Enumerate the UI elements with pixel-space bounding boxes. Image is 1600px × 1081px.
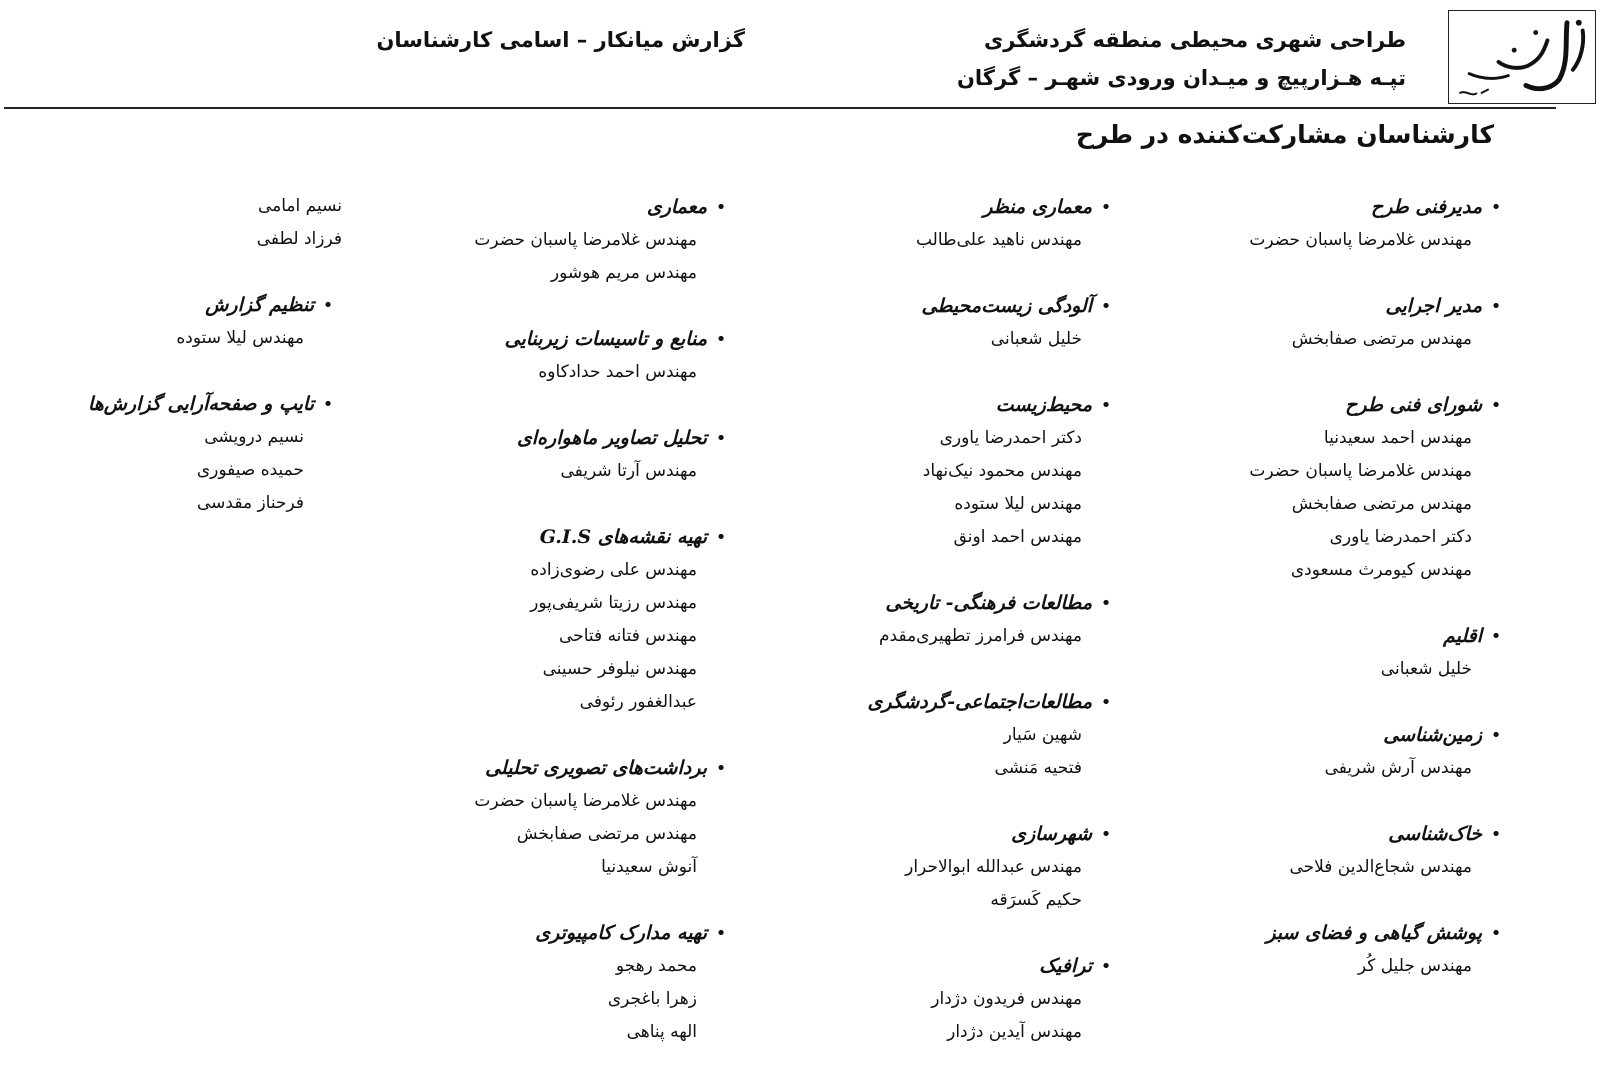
member-name: حکیم کَسرَقه	[990, 890, 1082, 910]
bullet-icon: •	[1100, 592, 1112, 614]
expert-group	[88, 190, 342, 256]
group-heading	[1249, 388, 1510, 422]
group-heading	[1249, 289, 1510, 323]
group-label: مطالعات فرهنگی- تاریخی	[885, 592, 1092, 614]
member-name: مهندس علی رضوی‌زاده	[530, 560, 697, 580]
group-label: اقلیم	[1442, 625, 1482, 647]
expert-group	[867, 685, 1120, 785]
group-label: خاک‌شناسی	[1388, 823, 1482, 845]
member-name: مهندس مریم هوشور	[550, 263, 697, 283]
member-name: مهندس محمود نیک‌نهاد	[922, 461, 1082, 481]
member-name: مهندس عبدالله ابوالاحرار	[905, 857, 1082, 877]
member-name: خلیل شعبانی	[1380, 659, 1472, 679]
member-name: الهه پناهی	[626, 1022, 697, 1042]
member-name: مهندس احمد سعیدنیا	[1323, 428, 1472, 448]
group-label: مدیرفنی طرح	[1370, 196, 1482, 218]
member-list	[474, 356, 735, 389]
bullet-icon: •	[1100, 394, 1112, 416]
member-list	[1249, 653, 1510, 686]
member-list	[474, 224, 735, 290]
bullet-icon: •	[1490, 625, 1502, 647]
member-name: نسیم امامی	[257, 196, 342, 216]
expert-group	[474, 916, 735, 1049]
member-name: دکتر احمدرضا یاوری	[1329, 527, 1472, 547]
group-heading	[867, 289, 1120, 323]
group-heading	[867, 388, 1120, 422]
member-name: مهندس لیلا ستوده	[176, 328, 304, 348]
expert-group	[867, 949, 1120, 1049]
group-label: مطالعات‌اجتماعی-گردشگری	[867, 691, 1092, 713]
project-title-line1: طراحی شهری محیطی منطقه گردشگری	[983, 28, 1406, 52]
member-name: مهندس احمد اونق	[953, 527, 1082, 547]
bullet-icon: •	[715, 922, 727, 944]
member-name: عبدالغفور رئوفی	[579, 692, 697, 712]
member-name: مهندس لیلا ستوده	[954, 494, 1082, 514]
member-name: مهندس احمد حدادکاوه	[538, 362, 697, 382]
header-divider	[4, 107, 1556, 109]
member-list	[867, 323, 1120, 356]
expert-group	[1249, 619, 1510, 686]
bullet-icon: •	[1490, 922, 1502, 944]
expert-group	[867, 586, 1120, 653]
member-name: زهرا باغجری	[607, 989, 697, 1009]
member-list	[1249, 323, 1510, 356]
group-heading	[474, 190, 735, 224]
member-list	[867, 224, 1120, 257]
member-name: مهندس نیلوفر حسینی	[542, 659, 697, 679]
group-heading	[1249, 190, 1510, 224]
member-name: مهندس فریدون دژدار	[931, 989, 1082, 1009]
expert-group	[1249, 388, 1510, 587]
member-list	[1249, 752, 1510, 785]
bullet-icon: •	[1100, 691, 1112, 713]
column-2	[867, 190, 1120, 1081]
expert-group	[474, 421, 735, 488]
group-heading	[88, 387, 342, 421]
logo-mark	[1449, 11, 1595, 103]
member-name: مهندس غلامرضا پاسبان حضرت	[474, 230, 697, 250]
bullet-icon: •	[322, 393, 334, 415]
member-name: فرزاد لطفی	[256, 229, 342, 249]
bullet-icon: •	[1490, 196, 1502, 218]
group-heading	[867, 817, 1120, 851]
member-list	[867, 620, 1120, 653]
bullet-icon: •	[1490, 394, 1502, 416]
member-name: مهندس جلیل کُر	[1357, 956, 1472, 976]
member-name: حمیده صیفوری	[196, 460, 304, 480]
bullet-icon: •	[322, 294, 334, 316]
member-list	[867, 851, 1120, 917]
expert-group	[867, 388, 1120, 554]
member-name: مهندس غلامرضا پاسبان حضرت	[1249, 461, 1472, 481]
group-label: شورای فنی طرح	[1345, 394, 1482, 416]
member-list	[474, 455, 735, 488]
bullet-icon: •	[715, 196, 727, 218]
group-label: زمین‌شناسی	[1383, 724, 1482, 746]
group-label: برداشت‌های تصویری تحلیلی	[485, 757, 707, 779]
member-list	[1249, 851, 1510, 884]
bullet-icon: •	[1490, 295, 1502, 317]
bullet-icon: •	[1490, 724, 1502, 746]
bullet-icon: •	[715, 526, 727, 548]
bullet-icon: •	[1100, 196, 1112, 218]
expert-group	[1249, 817, 1510, 884]
member-name: مهندس مرتضی صفابخش	[1291, 329, 1472, 349]
member-name: مهندس آرش شریفی	[1324, 758, 1472, 778]
member-name: مهندس شجاع‌الدین فلاحی	[1289, 857, 1472, 877]
bullet-icon: •	[1490, 823, 1502, 845]
group-label: محیط‌زیست	[995, 394, 1092, 416]
group-heading	[1249, 916, 1510, 950]
expert-group	[1249, 718, 1510, 785]
member-list	[867, 983, 1120, 1049]
member-list	[474, 554, 735, 719]
report-title: گزارش میانکار – اسامی کارشناسان	[376, 28, 745, 52]
member-name: مهندس کیومرث مسعودی	[1290, 560, 1472, 580]
group-heading	[474, 751, 735, 785]
group-label: معماری منظر	[983, 196, 1092, 218]
expert-group	[474, 751, 735, 884]
member-name: مهندس آیدین دژدار	[947, 1022, 1082, 1042]
group-heading	[867, 190, 1120, 224]
group-label: معماری	[646, 196, 707, 218]
member-name: مهندس رزیتا شریفی‌پور	[530, 593, 697, 613]
expert-group	[1249, 916, 1510, 983]
member-list	[1249, 422, 1510, 587]
expert-group	[474, 322, 735, 389]
expert-group	[867, 190, 1120, 257]
bullet-icon: •	[715, 757, 727, 779]
member-name: فتحیه مَنشی	[994, 758, 1082, 778]
expert-group	[88, 288, 342, 355]
group-label: تهیه نقشه‌های G.I.S	[539, 526, 707, 548]
bullet-icon: •	[1100, 955, 1112, 977]
member-name: آنوش سعیدنیا	[601, 857, 697, 877]
expert-group	[1249, 190, 1510, 257]
bullet-icon: •	[1100, 823, 1112, 845]
member-name: مهندس مرتضی صفابخش	[516, 824, 697, 844]
member-name: مهندس غلامرضا پاسبان حضرت	[1249, 230, 1472, 250]
group-heading	[474, 916, 735, 950]
group-label: مدیر اجرایی	[1385, 295, 1482, 317]
member-name: محمد رهجو	[615, 956, 697, 976]
logo	[1448, 10, 1596, 104]
expert-group	[867, 289, 1120, 356]
column-1	[1249, 190, 1510, 1015]
group-label: آلودگی زیست‌محیطی	[921, 295, 1092, 317]
group-label: پوشش گیاهی و فضای سبز	[1266, 922, 1482, 944]
member-list	[88, 421, 342, 520]
column-4	[88, 190, 342, 552]
project-title-line2: تپـه هـزارپیچ و میـدان ورودی شهـر – گرگان	[956, 66, 1406, 90]
bullet-icon: •	[715, 328, 727, 350]
member-list	[88, 190, 342, 256]
page-header	[0, 0, 1600, 108]
group-heading	[88, 288, 342, 322]
expert-group	[1249, 289, 1510, 356]
member-name: مهندس مرتضی صفابخش	[1291, 494, 1472, 514]
member-list	[1249, 224, 1510, 257]
group-label: ترافیک	[1039, 955, 1092, 977]
group-label: تنظیم گزارش	[205, 294, 314, 316]
expert-group	[867, 817, 1120, 917]
member-name: مهندس فتانه فتاحی	[559, 626, 697, 646]
expert-group	[474, 520, 735, 719]
member-name: خلیل شعبانی	[990, 329, 1082, 349]
member-name: نسیم درویشی	[204, 427, 304, 447]
group-label: تهیه مدارک کامپیوتری	[535, 922, 707, 944]
group-label: تایپ و صفحه‌آرایی گزارش‌ها	[87, 393, 314, 415]
group-heading	[867, 949, 1120, 983]
member-name: فرحناز مقدسی	[197, 493, 304, 513]
group-heading	[1249, 718, 1510, 752]
group-heading	[867, 586, 1120, 620]
group-label: شهرسازی	[1011, 823, 1092, 845]
group-heading	[474, 520, 735, 554]
member-name: مهندس ناهید علی‌طالب	[915, 230, 1082, 250]
member-name: مهندس فرامرز تطهیری‌مقدم	[879, 626, 1082, 646]
group-heading	[474, 322, 735, 356]
group-label: تحلیل تصاویر ماهواره‌ای	[516, 427, 707, 449]
group-heading	[474, 421, 735, 455]
member-name: دکتر احمدرضا یاوری	[939, 428, 1082, 448]
group-heading	[867, 685, 1120, 719]
member-list	[867, 422, 1120, 554]
member-list	[474, 785, 735, 884]
member-list	[1249, 950, 1510, 983]
bullet-icon: •	[1100, 295, 1112, 317]
member-list	[474, 950, 735, 1049]
member-name: مهندس غلامرضا پاسبان حضرت	[474, 791, 697, 811]
member-list	[867, 719, 1120, 785]
expert-group	[474, 190, 735, 290]
column-3	[474, 190, 735, 1081]
bullet-icon: •	[715, 427, 727, 449]
member-name: شهین سَیار	[1003, 725, 1082, 745]
section-title: کارشناسان مشارکت‌کننده در طرح	[1075, 120, 1494, 149]
group-label: منابع و تاسیسات زیربنایی	[504, 328, 707, 350]
group-heading	[1249, 619, 1510, 653]
member-name: مهندس آرتا شریفی	[560, 461, 697, 481]
member-list	[88, 322, 342, 355]
expert-group	[88, 387, 342, 520]
group-heading	[1249, 817, 1510, 851]
